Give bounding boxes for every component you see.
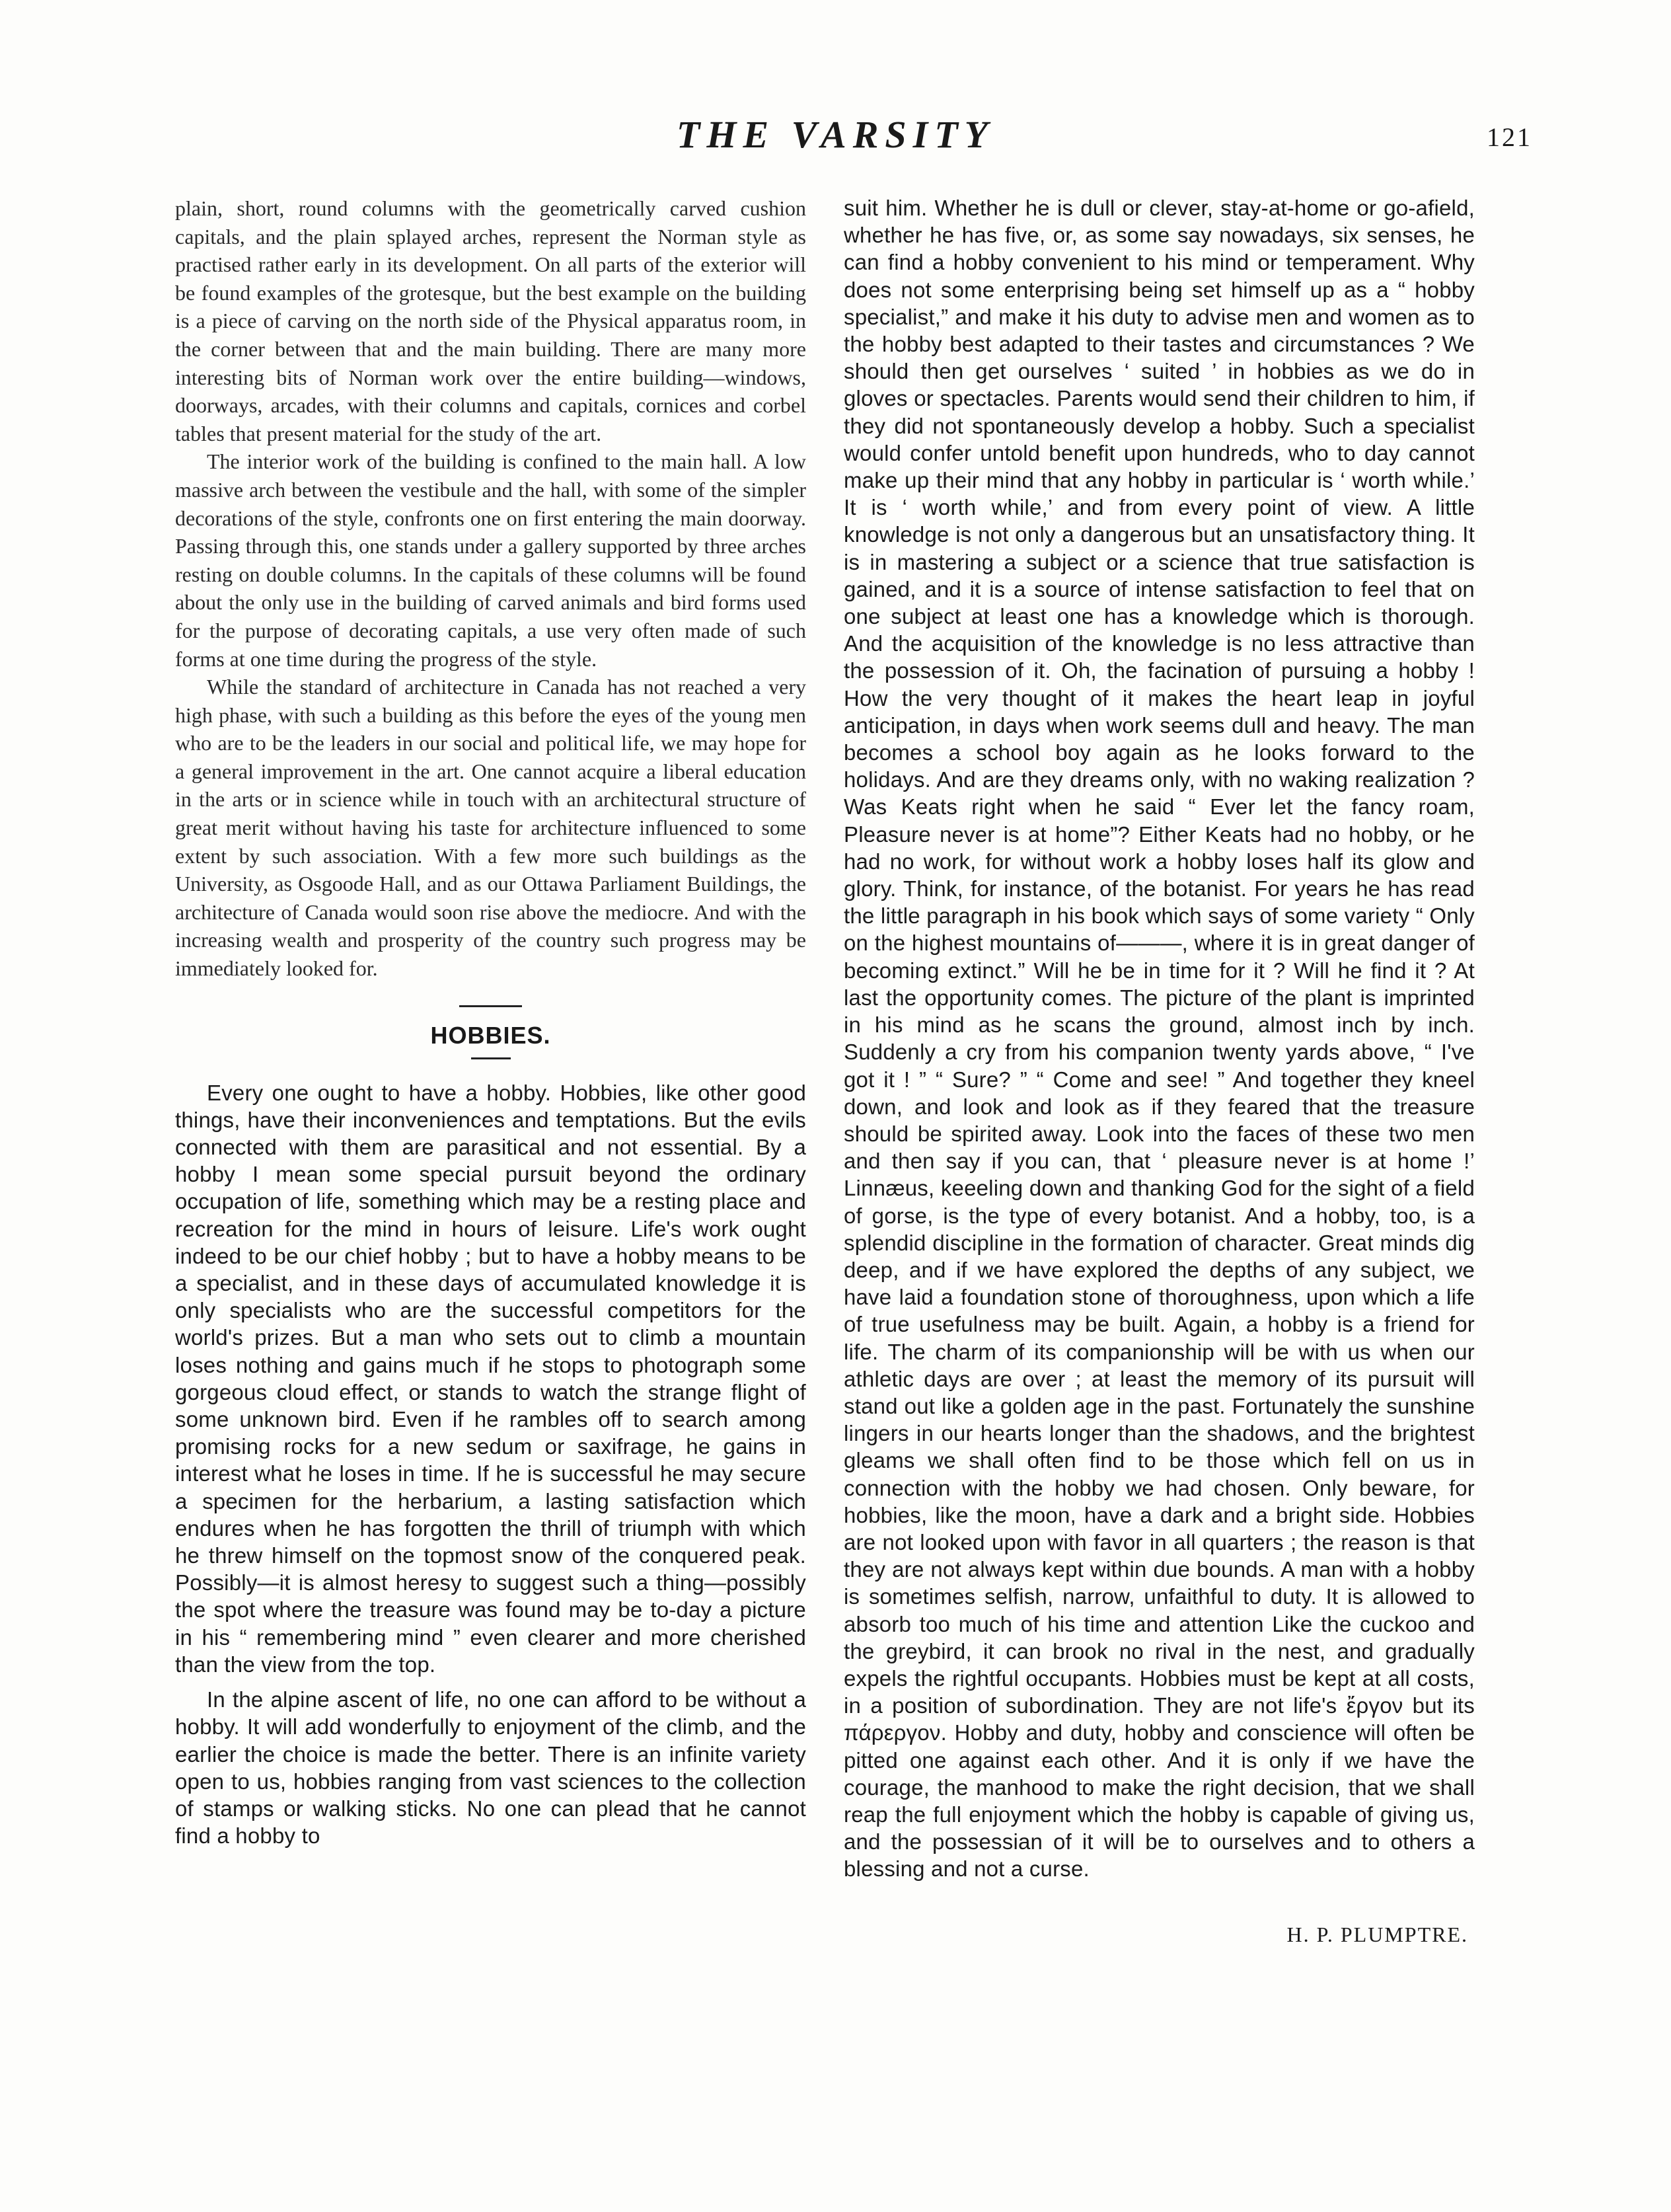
hobbies-article-start [175,1079,806,1850]
section-divider [459,1005,522,1007]
article-paragraph: The interior work of the building is confined to the main hall. A low massive arch between the vestibule and the hall, with some of the simpler decorations of the style, confronts one on first entering the main doorway. Passing through this, one stands under a gallery supported by three arches resting on double columns. In the capitals of these columns will be found about the only use in the building of carved animals and bird forms used for the purpose of decorating capitals, a use very often made of such forms at one time during the progress of the style. [175,449,806,671]
article-paragraph: In the alpine ascent of life, no one can afford to be without a hobby. It will add wonderfully to enjoyment of the climb, and the earlier the choice is made the better. There is an infinite variety open to us, hobbies ranging from vast sciences to the collection of stamps or walking sticks. No one can plead that he cannot find a hobby to [175,1687,806,1849]
article-paragraph: suit him. Whether he is dull or clever, stay-at-home or go-afield, whether he has five, or, as some say nowadays, six senses, he can find a hobby convenient to his mind or temperament. Why does not some enterprising being set himself up as a “ hobby specialist,” and make it his duty to advise men and women as to the hobby best adapted to their tastes and circumstances ? We should then get ourselves ‘ suited ’ in hobbies as we do in gloves or spectacles. Parents would send their children to him, if they did not spontaneously develop a hobby. Such a specialist would confer untold benefit upon hundreds, who to day cannot make up their mind that any hobby in particular is ‘ worth while.’ It is ‘ worth while,’ and from every point of view. A little knowledge is not only a dangerous but an unsatisfactory thing. It is in mastering a subject or a science that true satisfaction is gained, and it is a source of intense satisfaction to feel that on one subject at least one has a knowledge which is thorough. And the acquisition of the knowledge is no less attractive than the possession of it. Oh, the facination of pursuing a hobby ! How the very thought of it makes the heart leap in joyful anticipation, in days when work seems dull and heavy. The man becomes a school boy again as he looks forward to the holidays. And are they dreams only, with no waking realization ? Was Keats right when he said “ Ever let the fancy roam, Pleasure never is at home”? Either Keats had no hobby, or he had no work, for without work a hobby loses half its glow and glory. Think, for instance, of the botanist. For years he has read the little paragraph in his book which says of some variety “ Only on the highest mountains of———, where it is in great danger of becoming extinct.” Will he be in time for it ? Will he find it ? At last the opportunity comes. The picture of the plant is imprinted in his mind as he scans the ground, almost inch by inch. Suddenly a cry from his companion twenty yards above, “ I've got it ! ” “ Sure? ” “ Come and see! ” And together they kneel down, and look and look as if they feared that the treasure should be spirited away. Look into the faces of these two men and then say if you can, that ‘ pleasure never is at home !’ Linnæus, keeeling down and thanking God for the sight of a field of gorse, is the type of every botanist. And a hobby, too, is a splendid discipline in the formation of character. Great minds dig deep, and if we have explored the depths of any subject, we have laid a foundation stone of thoroughness, upon which a life of true usefulness may be built. Again, a hobby is a friend for life. The charm of its companionship will be with us when our athletic days are over ; at least the memory of its pursuit will stand out like a golden age in the past. Fortunately the sunshine lingers in our hearts longer than the shadows, and the brightest gleams we shall often find to be those which fell on us in connection with the hobby we had chosen. Only beware, for hobbies, like the moon, have a dark and a bright side. Hobbies are not looked upon with favor in all quarters ; the reason is that they are not always kept within due bounds. A man with a hobby is sometimes selfish, narrow, unfaithful to duty. It is allowed to absorb too much of his time and attention Like the cuckoo and the greybird, it can brook no rival in the nest, and gradually expels the rightful occupants. Hobbies must be kept at all costs, in a position of subordination. They are not life's ἔργον but its πάρεργον. Hobby and duty, hobby and conscience will often be pitted one against each other. And it is only if we have the courage, the manhood to make the right decision, that we shall reap the full enjoyment which the hobby is capable of giving us, and the possessian of it will be to ourselves and to others a blessing and not a curse. [844,196,1475,1882]
page-number: 121 [1487,122,1532,152]
article-paragraph: Every one ought to have a hobby. Hobbies, like other good things, have their inconveniences and temptations. But the evils connected with them are parasitical and not essential. By a hobby I mean some special pursuit beyond the ordinary occupation of life, something which may be a resting place and recreation for the mind in hours of leisure. Life's work ought indeed to be our chief hobby ; but to have a hobby means to be a specialist, and in these days of accumulated knowledge it is only specialists who are the successful competitors for the world's prizes. But a man who sets out to climb a mountain loses nothing and gains much if he stops to photograph some gorgeous cloud effect, or stands to watch the strange flight of some unknown bird. Even if he rambles off to search among promising rocks for a new sedum or saxifrage, he gains in interest what he loses in time. If he is successful he may secure a specimen for the herbarium, a lasting satisfaction which endures when he has forgotten the thrill of triumph with which he threw himself on the topmost snow of the conquered peak. Possibly—it is almost heresy to suggest such a thing—possibly the spot where the treasure was found may be to-day a picture in his “ remembering mind ” even clearer and more cherished than the view from the top. [175,1080,806,1677]
left-column [175,194,806,1849]
right-column [844,194,1475,1947]
page-header [0,112,1671,172]
author-signature: H. P. PLUMPTRE. [1286,1922,1468,1946]
article-paragraph: plain, short, round columns with the geometrically carved cushion capitals, and the plain splayed arches, represent the Norman style as practised rather early in its development. On all parts of the exterior will be found examples of the grotesque, but the best example on the building is a piece of carving on the north side of the Physical apparatus room, in the corner between that and the main building. There are many more interesting bits of Norman work over the entire building—windows, doorways, arcades, with their columns and capitals, cornices and corbel tables that present material for the study of the art. [175,196,806,445]
masthead-title: THE VARSITY [676,113,995,156]
architecture-article-continuation [175,194,806,983]
article-paragraph: While the standard of architecture in Canada has not reached a very high phase, with such a building as this before the eyes of the young men who are to be the leaders in our social and political life, we may hope for a general improvement in the art. One cannot acquire a liberal education in the arts or in science while in touch with an architectural structure of great merit without having his taste for architecture influenced to some extent by such association. With a few more such buildings as the University, as Osgoode Hall, and as our Ottawa Parliament Buildings, the architecture of Canada would soon rise above the mediocre. And with the increasing wealth and prosperity of the country such progress may be immediately looked for. [175,675,806,981]
section-divider [471,1057,511,1059]
section-title: HOBBIES. [430,1021,551,1049]
hobbies-article-continuation [844,194,1475,1883]
